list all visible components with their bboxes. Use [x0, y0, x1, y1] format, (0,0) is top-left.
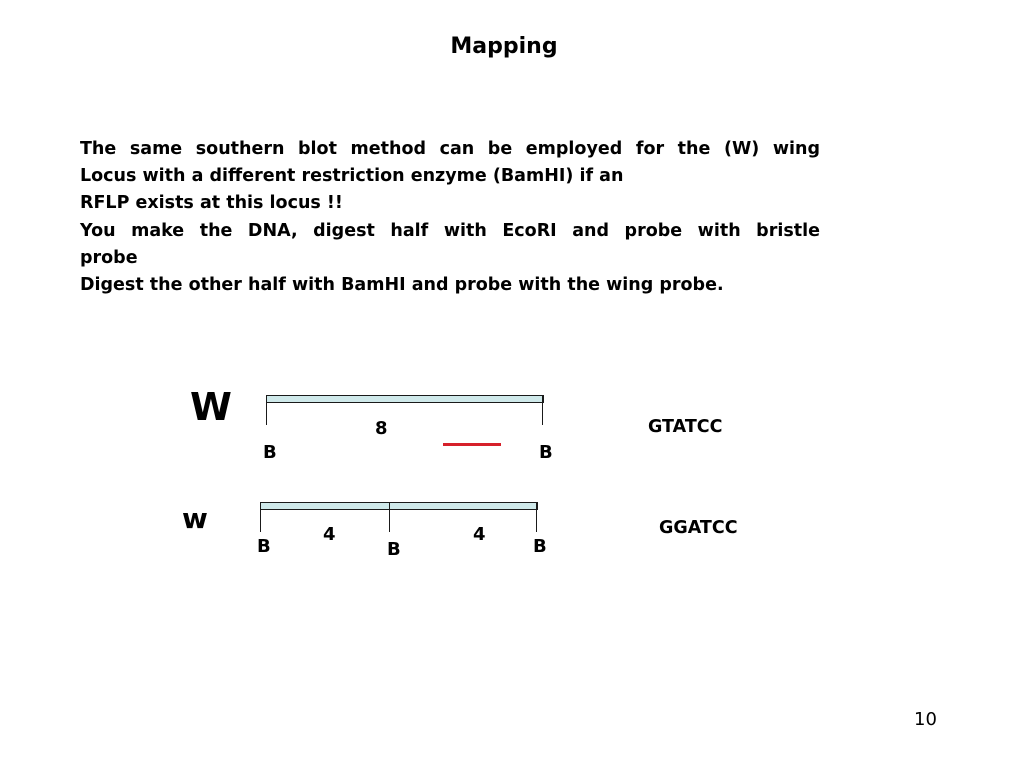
fragment-length-label-left: 4 — [323, 524, 336, 545]
dna-fragment-bar — [260, 502, 538, 510]
bamhi-site-label-right: B — [533, 536, 547, 557]
site-sequence: GGATCC — [659, 518, 738, 538]
allele-label-W: W — [190, 385, 232, 429]
bamhi-site-label-right: B — [539, 442, 553, 463]
body-line: The same southern blot method can be employed for the (W) wing — [80, 139, 820, 159]
bamhi-site-tick-middle — [389, 502, 390, 532]
body-line: Digest the other half with BamHI and probe with the wing probe. — [80, 275, 724, 296]
probe-line — [443, 443, 501, 446]
bamhi-site-tick-right — [536, 502, 537, 532]
body-line: Locus with a different restriction enzyme (BamHI) if an — [80, 166, 624, 187]
slide-title: Mapping — [450, 34, 558, 59]
bamhi-site-label-middle: B — [387, 539, 401, 560]
bamhi-site-tick-left — [260, 502, 261, 532]
bamhi-site-label-left: B — [263, 442, 277, 463]
bamhi-site-tick-right — [542, 395, 543, 425]
fragment-length-label-right: 4 — [473, 524, 486, 545]
bamhi-site-tick-left — [266, 395, 267, 425]
slide-body — [80, 136, 820, 299]
allele-label-w: w — [182, 502, 208, 535]
body-line: RFLP exists at this locus !! — [80, 193, 343, 214]
fragment-length-label: 8 — [375, 418, 388, 439]
dna-fragment-bar — [266, 395, 544, 403]
page-number: 10 — [914, 709, 937, 730]
site-sequence: GTATCC — [648, 417, 723, 437]
body-line: You make the DNA, digest half with EcoRI and probe with bristle — [80, 220, 820, 241]
body-line: probe — [80, 247, 138, 268]
bamhi-site-label-left: B — [257, 536, 271, 557]
